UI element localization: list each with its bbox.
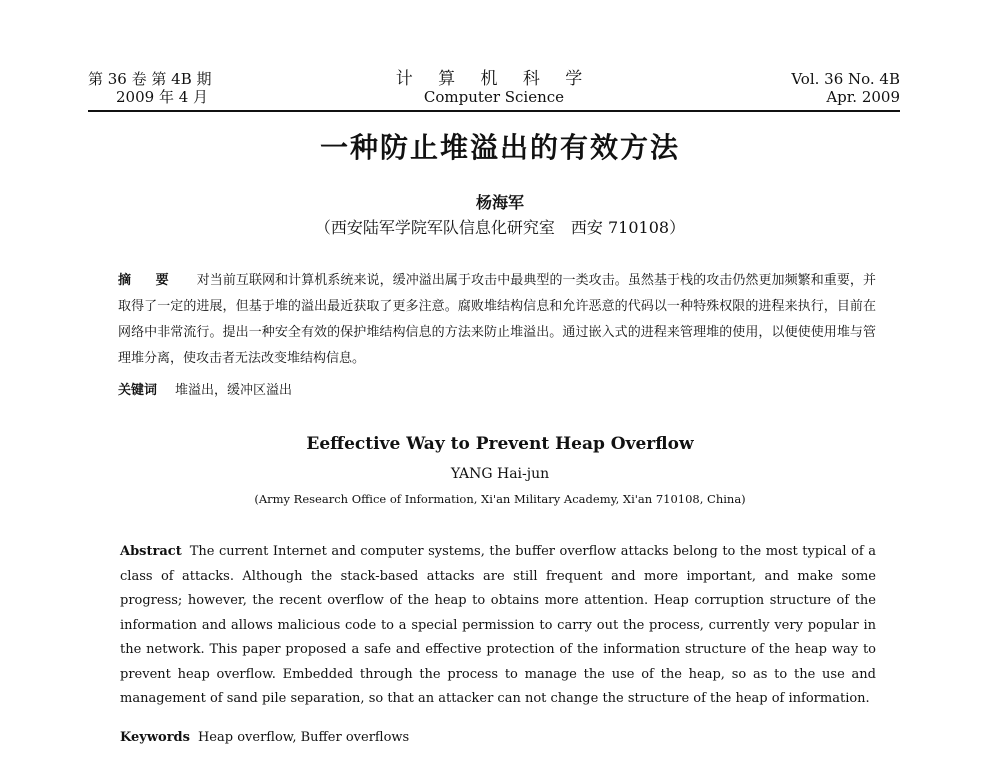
abstract-zh-label: 摘 要 (118, 273, 179, 288)
running-header (88, 70, 900, 112)
header-right (791, 70, 900, 106)
keywords-en (120, 727, 876, 749)
paper-title-zh: 一种防止堆溢出的有效方法 (319, 131, 680, 164)
abstract-en-text: The current Internet and computer systems, the buffer overflow attacks belong to the most typical of a class of attacks. Although the stack-based attacks are still frequent and more important, and make some progress; however, the recent overflow of the heap to obtains more attention. Heap corruption structure of the information and allows malicious code to a special permission to carry out the process, currently very popular in the network. This paper proposed a safe and effective protection of the information structure of the heap way to prevent heap overflow. Embedded through the process to manage the use of the heap, so as to the use and management of sand pile separation, so that an attacker can not change the structure of the heap of information. (120, 544, 876, 706)
date-en: Apr. 2009 (826, 88, 900, 106)
keywords-zh-label: 关键词 (118, 383, 158, 398)
author-zh: 杨海军 (475, 193, 524, 212)
affiliation-en: (Army Research Office of Information, Xi'an Military Academy, Xi'an 710108, China) (254, 492, 746, 506)
keywords-en-label: Keywords (120, 730, 190, 745)
volume-issue-zh: 第 36 卷 第 4B 期 (88, 70, 212, 88)
keywords-en-text: Heap overflow, Buffer overflows (197, 730, 410, 745)
volume-issue-en: Vol. 36 No. 4B (791, 70, 900, 88)
abstract-zh (118, 268, 876, 372)
abstract-en (120, 540, 876, 712)
journal-name-en: Computer Science (423, 88, 565, 106)
keywords-zh (118, 380, 876, 402)
date-zh: 2009 年 4 月 (116, 88, 209, 106)
journal-name-zh: 计 算 机 科 学 (395, 69, 593, 89)
author-en: YANG Hai-jun (450, 466, 550, 482)
header-rule (88, 110, 900, 112)
abstract-zh-text: 对当前互联网和计算机系统来说，缓冲溢出属于攻击中最典型的一类攻击。虽然基于栈的攻击仍然更加频繁和重要，并取得了一定的进展，但基于堆的溢出最近获取了更多注意。腐败堆结构信息和允许恶意的代码以一种特殊权限的进程来执行，目前在网络中非常流行。提出一种安全有效的保护堆结构信息的方法来防止堆溢出。通过嵌入式的进程来管理堆的使用，以便使使用堆与管理堆分离，使攻击者无法改变堆结构信息。 (118, 273, 876, 366)
abstract-en-label: Abstract (120, 544, 182, 559)
header-center (88, 70, 900, 106)
keywords-zh-text: 堆溢出，缓冲区溢出 (175, 383, 293, 398)
affiliation-zh: （西安陆军学院军队信息化研究室 西安 710108） (314, 218, 686, 237)
paper-title-en: Eeffective Way to Prevent Heap Overflow (306, 434, 694, 454)
